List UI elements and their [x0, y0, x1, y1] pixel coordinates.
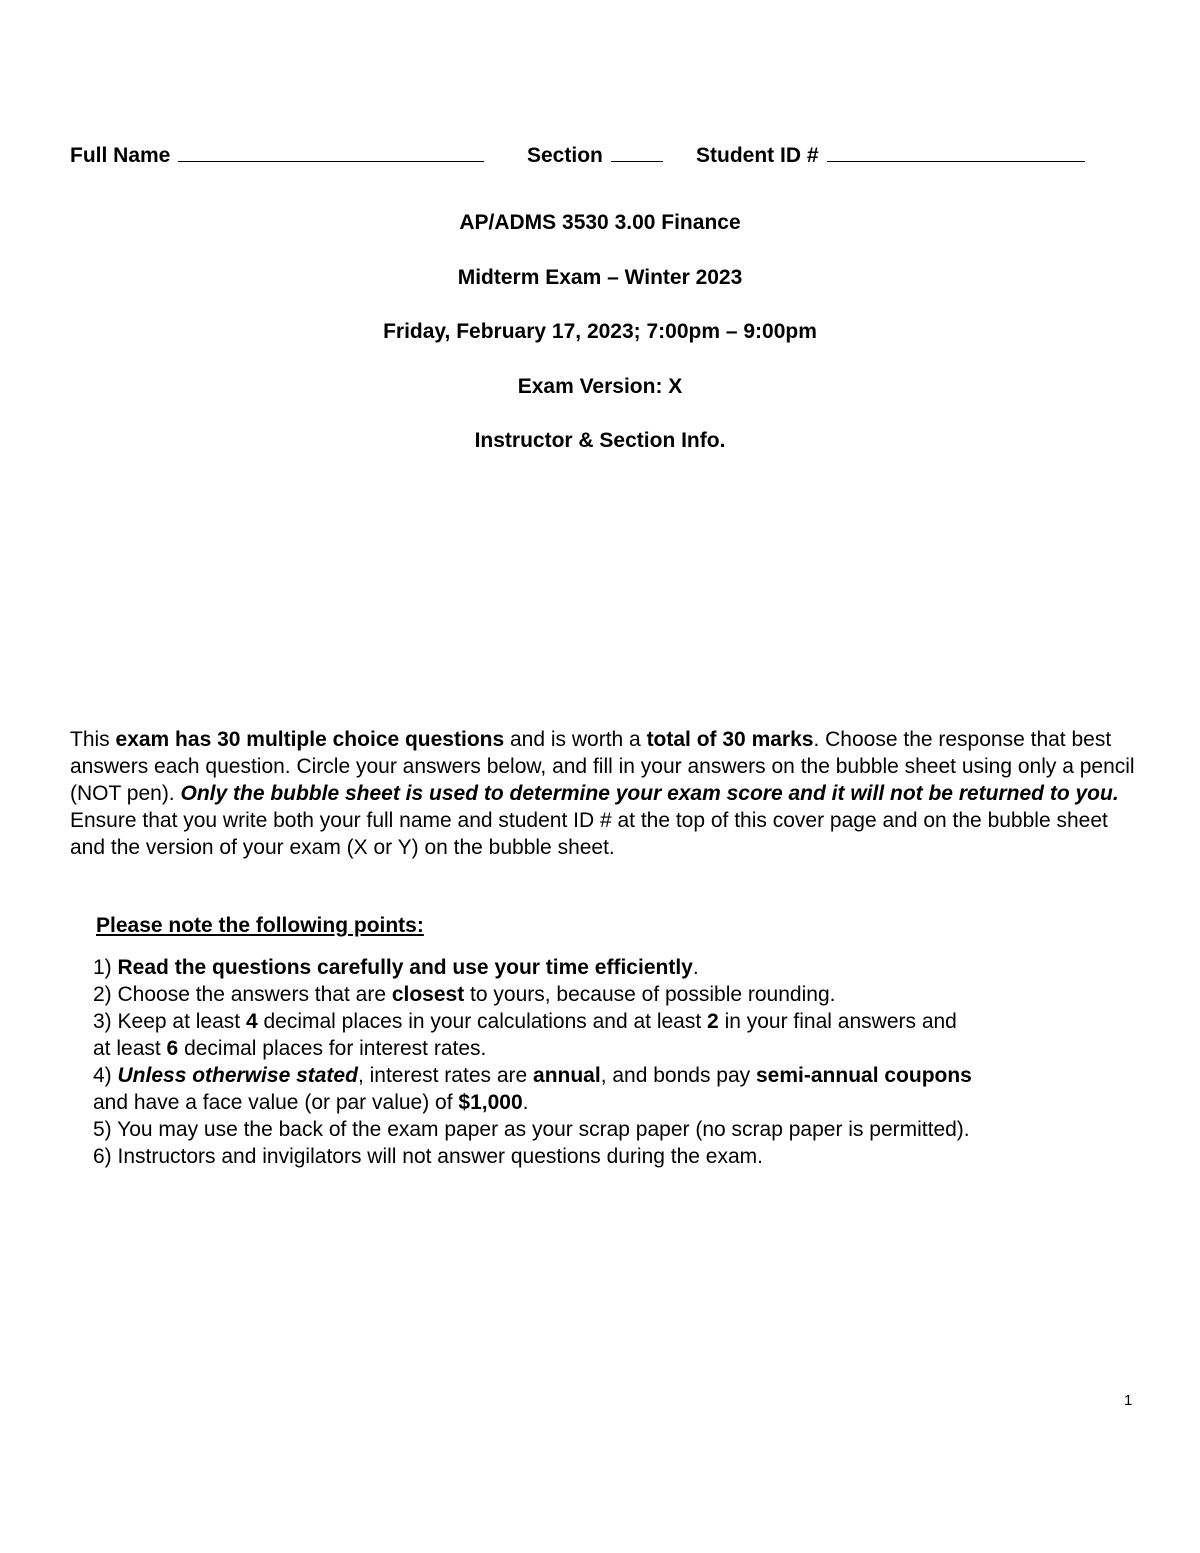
note-item: 5) You may use the back of the exam paper as your scrap paper (no scrap paper is permitted). — [93, 1118, 970, 1141]
note-item-continued — [93, 1089, 1133, 1116]
section-field[interactable] — [527, 141, 663, 168]
note-item-continued — [93, 1035, 1133, 1062]
intro-text: This — [70, 728, 116, 751]
note-emphasis: semi-annual coupons — [756, 1064, 972, 1087]
note-text: 2) Choose the answers that are — [93, 983, 392, 1006]
note-text: at least — [93, 1037, 167, 1060]
note-text: and have a face value (or par value) of — [93, 1091, 459, 1114]
note-item — [93, 954, 1133, 981]
note-number: 4) — [93, 1064, 118, 1087]
note-text: . — [692, 956, 699, 979]
exam-instructions — [70, 726, 1140, 861]
note-emphasis: closest — [391, 983, 465, 1006]
note-emphasis: 6 — [166, 1037, 179, 1060]
note-item — [93, 1062, 1133, 1089]
intro-text: Ensure that you write both your full name and student ID # at the top of this cover page and on the bubble sheet and the version of your exam (X or Y) on the bubble sheet. — [70, 809, 1108, 859]
note-text: 3) Keep at least — [93, 1010, 246, 1033]
student-id-label: Student ID # — [696, 144, 819, 167]
note-text: , interest rates are — [357, 1064, 534, 1087]
intro-emphasis: total of 30 marks — [646, 728, 814, 751]
note-text: . — [522, 1091, 529, 1114]
note-text: , and bonds pay — [600, 1064, 756, 1087]
notes-heading-suffix: : — [416, 914, 424, 937]
intro-text: . Choose the response that best answers each question. Circle your answers below, and fill in your answers on the bubble sheet using only a pencil (NOT pen). — [70, 728, 1135, 805]
exam-datetime: Friday, February 17, 2023; 7:00pm – 9:00pm — [383, 320, 817, 343]
full-name-field[interactable] — [70, 141, 484, 168]
exam-title: Midterm Exam – Winter 2023 — [457, 265, 743, 289]
full-name-blank[interactable] — [178, 141, 484, 162]
exam-title-block — [0, 208, 1200, 481]
note-emphasis: Read the questions carefully and use your time efficiently — [117, 956, 693, 979]
note-emphasis: 4 — [245, 1010, 258, 1033]
notes-list — [93, 954, 1133, 1170]
note-item: 6) Instructors and invigilators will not answer questions during the exam. — [93, 1145, 763, 1168]
note-emphasis: 2 — [707, 1010, 719, 1033]
notes-heading — [96, 914, 424, 938]
note-emphasis: $1,000 — [458, 1091, 523, 1114]
note-text: to yours, because of possible rounding. — [464, 983, 836, 1006]
note-emphasis: annual — [533, 1064, 601, 1087]
full-name-label: Full Name — [70, 144, 171, 167]
notes-heading-text: Please note the following points — [96, 914, 417, 937]
exam-version: Exam Version: X — [517, 374, 683, 398]
intro-text: and is worth a — [504, 728, 647, 751]
note-number: 1) — [93, 956, 118, 979]
note-item — [93, 1008, 1133, 1035]
page-number: 1 — [1124, 1392, 1133, 1409]
section-blank[interactable] — [611, 141, 663, 162]
section-label: Section — [527, 144, 603, 167]
note-text: in your final answers and — [718, 1010, 957, 1033]
note-emphasis: Unless otherwise stated — [117, 1064, 358, 1087]
intro-emphasis: exam has 30 multiple choice questions — [115, 728, 505, 751]
note-text: decimal places in your calculations and at least — [257, 1010, 708, 1033]
note-text: decimal places for interest rates. — [178, 1037, 487, 1060]
note-item — [93, 981, 1133, 1008]
student-id-blank[interactable] — [827, 141, 1085, 162]
instructor-info: Instructor & Section Info. — [474, 429, 726, 452]
course-title: AP/ADMS 3530 3.00 Finance — [459, 211, 741, 234]
intro-warning: Only the bubble sheet is used to determine your exam score and it will not be returned to you. — [180, 782, 1119, 805]
student-info-row — [70, 141, 1130, 171]
student-id-field[interactable] — [696, 141, 1085, 168]
